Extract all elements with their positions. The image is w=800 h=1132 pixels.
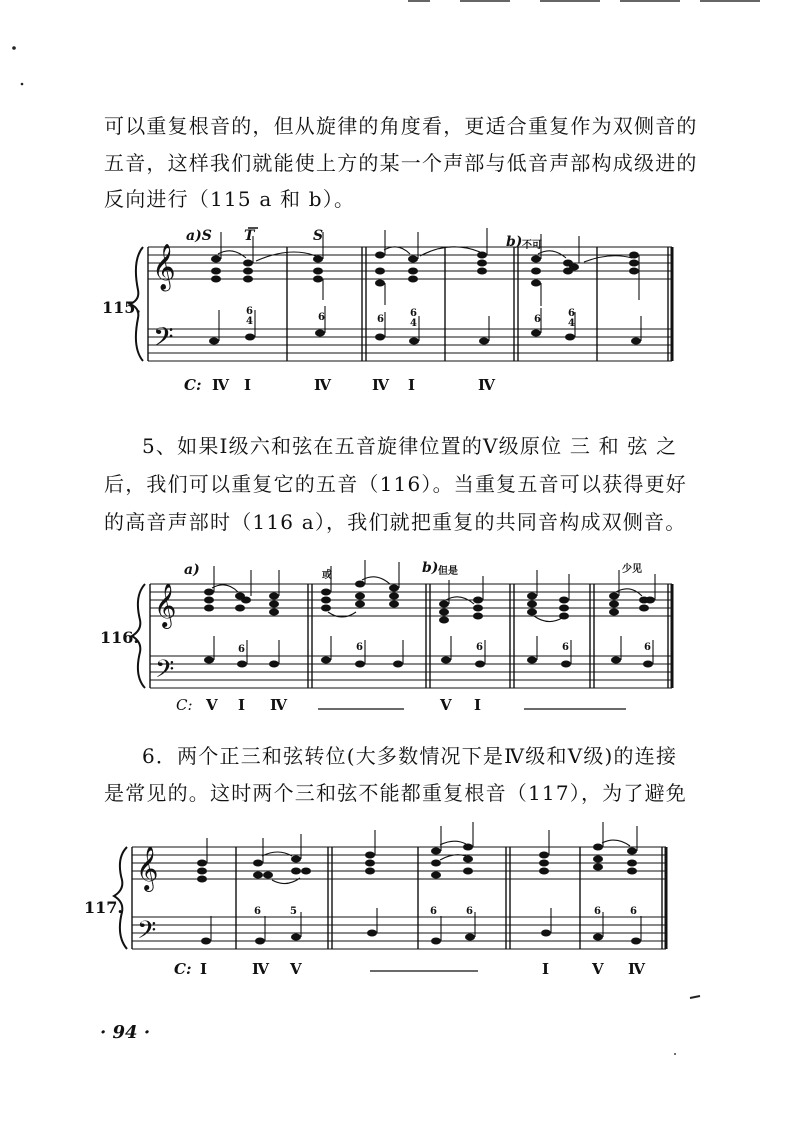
roman-numeral: Ⅳ [252, 960, 270, 978]
roman-numeral: Ⅳ [478, 376, 496, 394]
page-number: · 94 · [100, 1022, 151, 1043]
example-number: 117. [84, 898, 123, 917]
figure: 6 [318, 312, 325, 323]
roman-numeral: Ⅰ [244, 376, 252, 394]
figure: 6 [644, 642, 651, 653]
figure: 6 [568, 308, 575, 319]
paragraph-line: 反向进行（115 a 和 b）。 [104, 187, 356, 211]
roman-numeral: Ⅴ [592, 960, 604, 978]
figure: 6 [476, 642, 483, 653]
label-b: b) [422, 560, 439, 576]
key-label: C: [184, 376, 202, 394]
roman-numeral: Ⅰ [238, 696, 246, 714]
label-T: T [244, 228, 255, 244]
roman-numeral: Ⅴ [440, 696, 452, 714]
figure: 4 [410, 318, 417, 329]
figure: 6 [630, 906, 637, 917]
svg-text:𝄞: 𝄞 [154, 583, 177, 627]
roman-numeral: Ⅰ [542, 960, 550, 978]
figure: 6 [466, 906, 473, 917]
figure: 6 [430, 906, 437, 917]
figure: 6 [594, 906, 601, 917]
figure: 6 [254, 906, 261, 917]
svg-text:𝄢: 𝄢 [155, 655, 175, 690]
figure: 6 [377, 314, 384, 325]
roman-numeral: Ⅰ [474, 696, 482, 714]
roman-numeral: Ⅴ [290, 960, 302, 978]
figure: 6 [562, 642, 569, 653]
label-a-S: a)S [186, 228, 212, 244]
label-or: 或 [322, 570, 332, 581]
label-S: S [313, 228, 324, 244]
example-number: 116. [100, 628, 139, 647]
roman-numeral: Ⅳ [314, 376, 332, 394]
svg-text:𝄢: 𝄢 [153, 321, 174, 359]
paragraph-line: 5、如果Ⅰ级六和弦在五音旋律位置的Ⅴ级原位 三 和 弦 之 [142, 434, 678, 458]
svg-text:𝄞: 𝄞 [152, 244, 176, 290]
paragraph-line: 是常见的。这时两个三和弦不能都重复根音（117），为了避免 [104, 781, 687, 805]
paragraph-line: 后，我们可以重复它的五音（116）。当重复五音可以获得更好 [104, 472, 687, 496]
paragraph-line: 可以重复根音的，但从旋律的角度看，更适合重复作为双侧音的 [104, 114, 698, 138]
label-a: a) [184, 562, 200, 578]
roman-numeral: Ⅳ [212, 376, 230, 394]
key-label: C: [176, 696, 193, 714]
figure: 6 [246, 306, 253, 317]
paragraph-line: 五音，这样我们就能使上方的某一个声部与低音声部构成级进的 [104, 151, 698, 175]
example-number: 115. [102, 298, 141, 317]
key-label: C: [174, 960, 192, 978]
paragraph-line: 6．两个正三和弦转位(大多数情况下是Ⅳ级和Ⅴ级)的连接 [142, 744, 678, 768]
label-not-allowed: 不可 [522, 240, 542, 251]
roman-numeral: Ⅰ [200, 960, 208, 978]
figure: 5 [290, 906, 297, 917]
figure: 6 [534, 314, 541, 325]
figure: 4 [568, 318, 575, 329]
figure: 4 [246, 316, 253, 327]
svg-text:𝄞: 𝄞 [136, 846, 159, 890]
svg-text:𝄢: 𝄢 [137, 916, 157, 951]
paragraph-line: 的高音声部时（116 a），我们就把重复的共同音构成双侧音。 [104, 510, 687, 534]
roman-numeral: Ⅳ [270, 696, 288, 714]
figure: 6 [238, 644, 245, 655]
figure: 6 [356, 642, 363, 653]
roman-numeral: Ⅳ [628, 960, 646, 978]
label-b: b) [506, 234, 523, 250]
roman-numeral: Ⅴ [206, 696, 218, 714]
label-rare: 少见 [622, 564, 642, 575]
label-however: 但是 [438, 566, 458, 577]
roman-numeral: Ⅰ [408, 376, 416, 394]
roman-numeral: Ⅳ [372, 376, 390, 394]
figure: 6 [410, 308, 417, 319]
